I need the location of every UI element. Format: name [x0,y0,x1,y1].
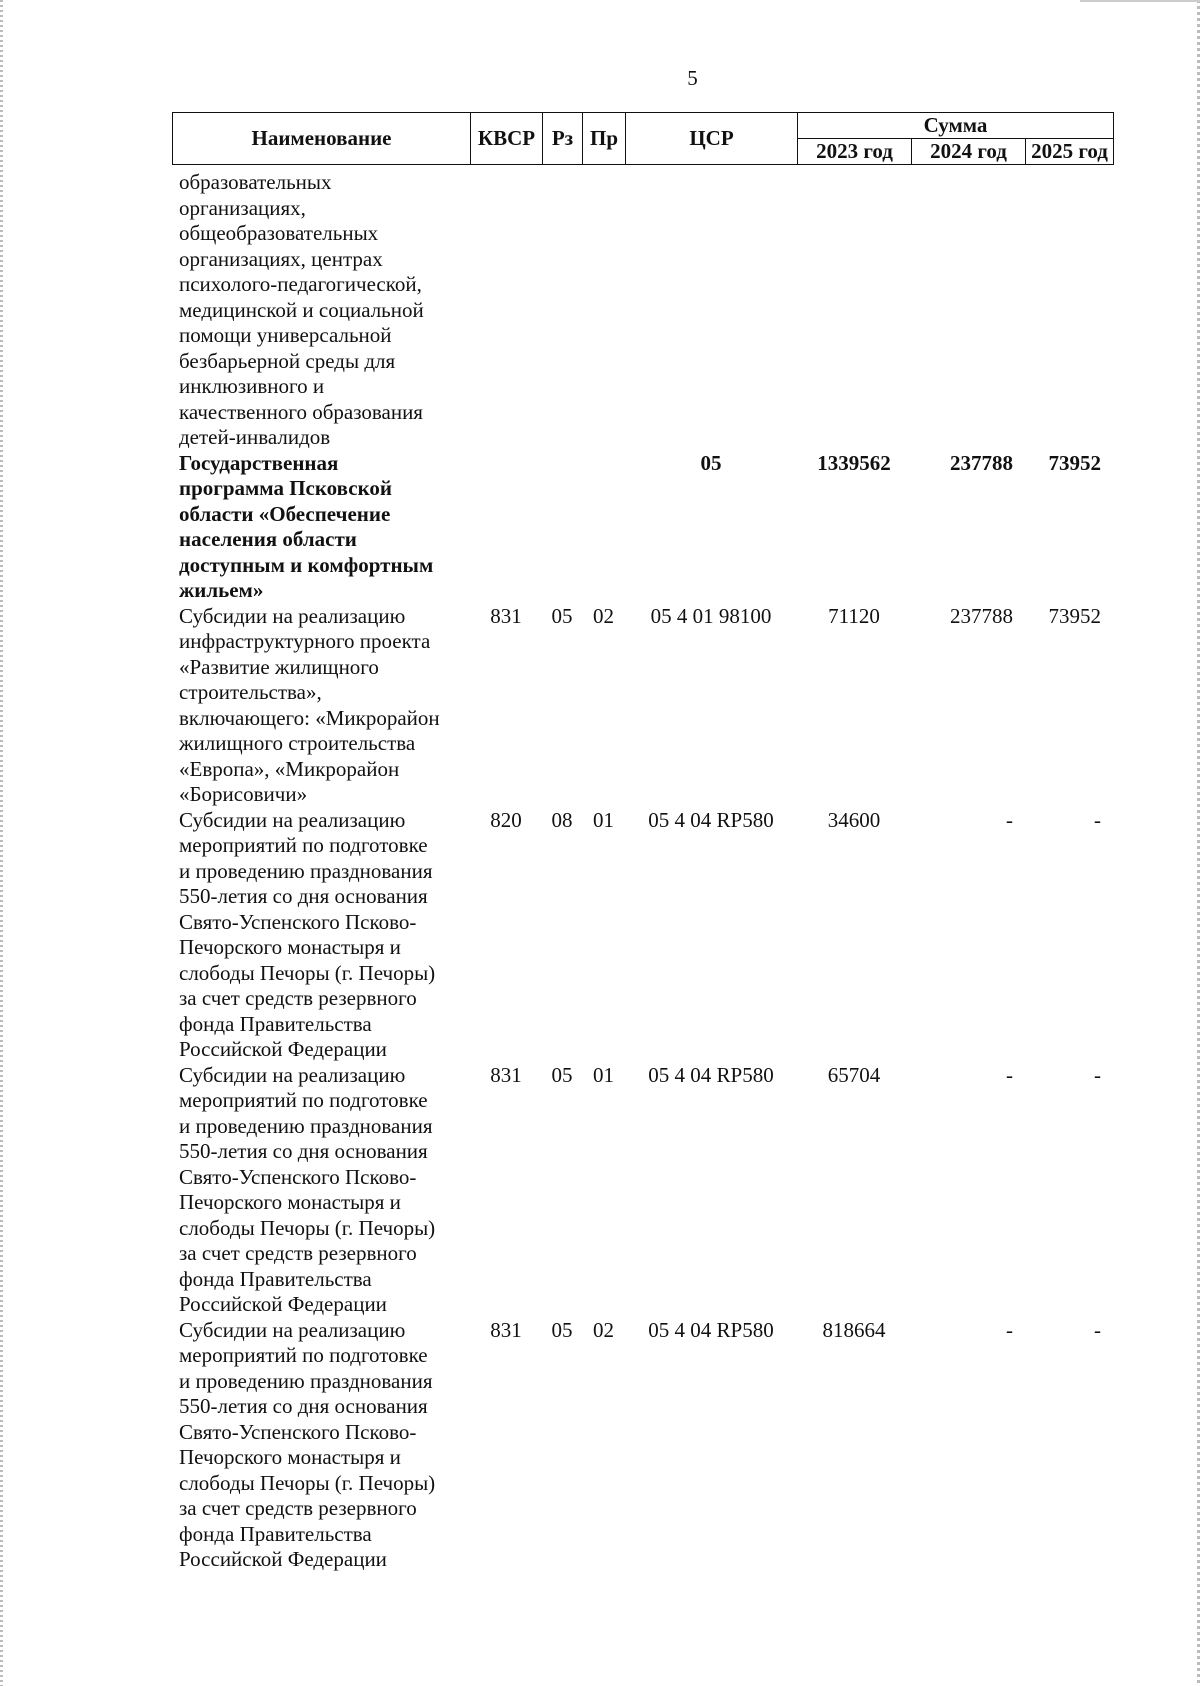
scan-edge-left [0,0,3,1686]
cell-name-line: помощи универсальной [179,323,392,347]
cell-name-line: строительства», [179,680,322,704]
table-body [172,170,1113,1573]
cell-sum-2025: 73952 [1048,603,1101,628]
cell-sum-2024: - [1006,1062,1013,1087]
cell-name-line: медицинской и социальной [179,297,424,322]
header-name: Наименование [173,113,471,165]
cell-pr: 01 [593,1062,614,1087]
cell-name-line: за счет средств резервного [179,1496,417,1520]
cell-pr: 02 [593,603,614,628]
cell-name-line: слободы Печоры (г. Печоры) [179,1470,436,1495]
cell-sum-2023: 34600 [827,807,881,832]
cell-name-line: 550-летия со дня основания [179,1139,428,1163]
cell-name-line: за счет средств резервного [179,1241,417,1265]
cell-name-line: организациях, [179,195,306,220]
cell-name-line: доступным и комфортным [179,552,434,577]
cell-name-line: слободы Печоры (г. Печоры) [179,1215,436,1240]
cell-name [172,451,470,604]
cell-csr: 05 [700,450,722,475]
cell-name-line: Российской Федерации [179,1292,387,1316]
cell-name-line: безбарьерной среды для [179,348,396,373]
cell-name-line: населения области [179,527,357,551]
cell-name-line: инклюзивного и [179,374,325,398]
cell-name-line: детей-инвалидов [179,425,331,449]
cell-name-line: Печорского монастыря и [179,935,401,959]
table-row [172,1063,1113,1318]
scan-edge-top [1080,0,1200,2]
cell-name-line: Государственная [179,450,339,475]
cell-name-line: качественного образования [179,399,423,424]
cell-name-line: слободы Печоры (г. Печоры) [179,960,436,985]
page-number: 5 [687,66,698,90]
header-rz: Рз [543,113,583,165]
cell-name-line: 550-летия со дня основания [179,884,428,908]
cell-name-line: фонда Правительства [179,1266,372,1291]
cell-name-line: и проведению празднования [179,1113,433,1138]
cell-name-line: Печорского монастыря и [179,1445,401,1469]
cell-name-line: мероприятий по подготовке [179,833,428,857]
cell-name-line: области «Обеспечение [179,501,391,526]
cell-rz: 08 [551,807,573,832]
header-kvsr: КВСР [471,113,543,165]
cell-name-line: Российской Федерации [179,1547,387,1571]
cell-name-line: Субсидии на реализацию [179,603,406,628]
cell-name-line: общеобразовательных [179,221,379,245]
header-pr: Пр [583,113,626,165]
cell-name-line: и проведению празднования [179,1368,433,1393]
cell-csr: 05 4 04 RP580 [648,1062,774,1087]
cell-sum-2023: 1339562 [817,450,891,475]
cell-name-line: Печорского монастыря и [179,1190,401,1214]
cell-name-line: жилищного строительства [179,731,416,755]
cell-name [172,1063,470,1318]
cell-rz: 05 [551,603,573,628]
table-row [172,451,1113,604]
cell-name [172,170,470,451]
cell-sum-2024: - [1006,1317,1013,1342]
cell-sum-2025: - [1094,807,1101,832]
cell-name-line: жильем» [179,578,264,602]
table-row [172,1318,1113,1573]
header-year-2025: 2025 год [1026,139,1114,165]
cell-name-line: мероприятий по подготовке [179,1343,428,1367]
cell-csr: 05 4 04 RP580 [648,1317,774,1342]
cell-name-line: «Развитие жилищного [179,654,379,679]
cell-csr: 05 4 04 RP580 [648,807,774,832]
cell-pr: 02 [593,1317,614,1342]
cell-kvsr: 831 [490,1317,522,1342]
cell-sum-2023: 71120 [828,603,880,628]
cell-name-line: 550-летия со дня основания [179,1394,428,1418]
header-sum: Сумма [798,113,1114,139]
cell-name-line: Субсидии на реализацию [179,1062,406,1087]
header-year-2023: 2023 год [798,139,912,165]
cell-csr: 05 4 01 98100 [650,603,772,628]
table-header [172,112,1114,165]
cell-rz [542,451,582,604]
cell-name-line: психолого-педагогической, [179,272,422,296]
cell-csr [625,170,797,451]
cell-name-line: включающего: «Микрорайон [179,705,440,730]
cell-name-line: и проведению празднования [179,858,433,883]
cell-name-line: образовательных [179,170,332,194]
cell-pr [582,170,625,451]
cell-name-line: Свято-Успенского Псково- [179,1164,417,1189]
cell-pr [582,451,625,604]
cell-name-line: организациях, центрах [179,246,383,271]
cell-rz [542,170,582,451]
cell-name-line: мероприятий по подготовке [179,1088,428,1112]
cell-sum-2025: - [1094,1317,1101,1342]
cell-kvsr: 831 [490,1062,522,1087]
cell-name-line: фонда Правительства [179,1521,372,1546]
cell-name-line: инфраструктурного проекта [179,629,431,653]
cell-rz: 05 [551,1062,573,1087]
cell-rz: 05 [551,1317,573,1342]
table-row [172,170,1113,451]
cell-name-line: за счет средств резервного [179,986,417,1010]
cell-name-line: Свято-Успенского Псково- [179,909,417,934]
cell-name-line: «Борисовичи» [179,782,308,806]
table-rows [172,170,1113,1573]
cell-sum-2023 [797,170,911,451]
cell-name-line: Свято-Успенского Псково- [179,1419,417,1444]
cell-name [172,1318,470,1573]
cell-name-line: Российской Федерации [179,1037,387,1061]
cell-kvsr: 820 [490,807,522,832]
cell-name [172,604,470,808]
cell-sum-2025: - [1094,1062,1101,1087]
cell-sum-2024: 237788 [950,603,1013,628]
cell-name-line: Субсидии на реализацию [179,1317,406,1342]
table-row [172,604,1113,808]
table-row [172,808,1113,1063]
cell-name-line: «Европа», «Микрорайон [179,756,400,781]
header-year-2024: 2024 год [912,139,1026,165]
cell-sum-2025: 73952 [1048,450,1101,475]
cell-sum-2024 [911,170,1025,451]
cell-sum-2024: 237788 [950,450,1013,475]
cell-name-line: Субсидии на реализацию [179,807,406,832]
cell-sum-2025 [1025,170,1113,451]
cell-sum-2023: 65704 [827,1062,881,1087]
cell-pr: 01 [593,807,614,832]
header-csr: ЦСР [626,113,798,165]
cell-sum-2023: 818664 [822,1317,886,1342]
cell-kvsr: 831 [490,603,522,628]
cell-kvsr [470,451,542,604]
cell-name [172,808,470,1063]
cell-kvsr [470,170,542,451]
cell-sum-2024: - [1006,807,1013,832]
cell-name-line: программа Псковской [179,476,393,500]
cell-name-line: фонда Правительства [179,1011,372,1036]
